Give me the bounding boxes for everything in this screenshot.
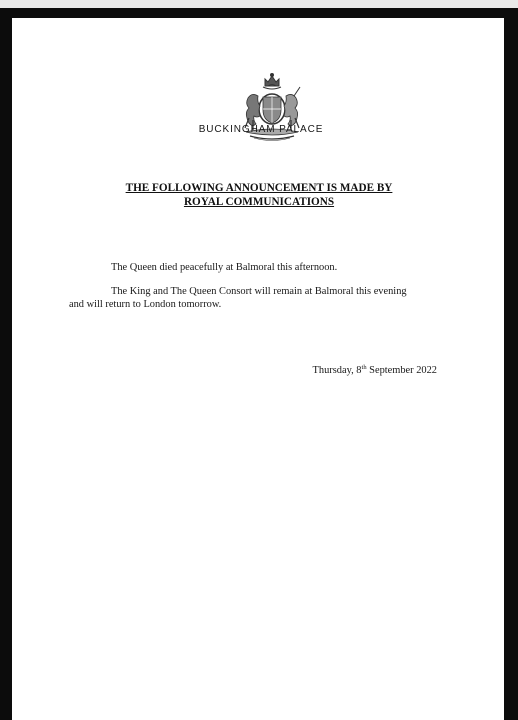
paragraph-2-line-1: The King and The Queen Consort will remain at Balmoral this evening	[111, 286, 407, 297]
heading-line-1: THE FOLLOWING ANNOUNCEMENT IS MADE BY	[125, 182, 393, 194]
announcement-date	[313, 364, 437, 376]
date-rest: September 2022	[366, 365, 437, 376]
paragraph-1	[69, 262, 489, 275]
paragraph-2	[69, 286, 489, 311]
heading-line-2: ROYAL COMMUNICATIONS	[183, 196, 335, 208]
date-prefix: Thursday, 8	[312, 365, 362, 376]
announcement-heading	[0, 181, 518, 209]
date-ordinal: th	[361, 364, 367, 371]
paragraph-1-text: The Queen died peacefully at Balmoral this afternoon.	[111, 262, 338, 273]
letterhead-name: BUCKINGHAM PALACE	[198, 124, 324, 135]
paragraph-2-line-2: and will return to London tomorrow.	[69, 298, 222, 310]
